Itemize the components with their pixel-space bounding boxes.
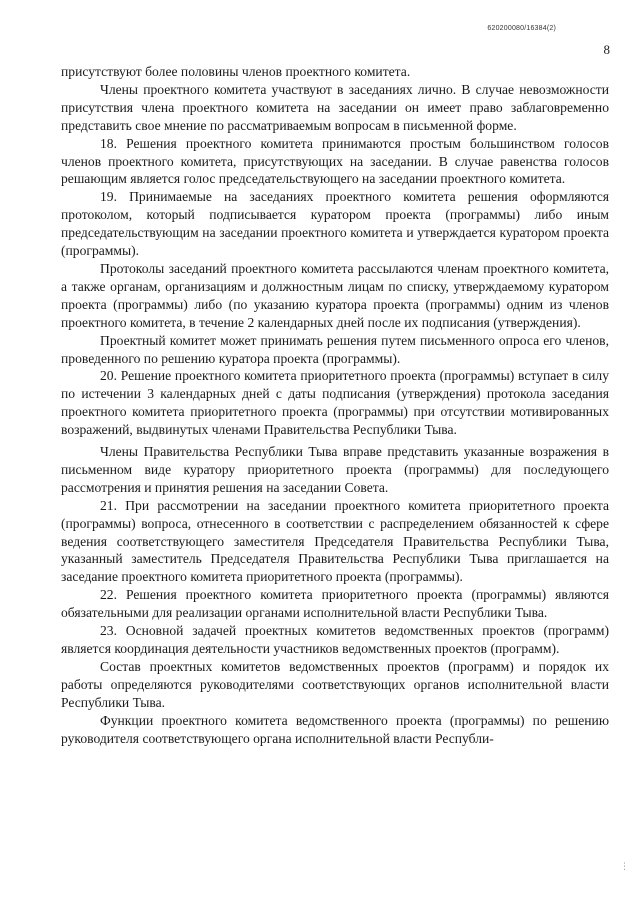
paragraph-item-19: 19. Принимаемые на заседаниях проектного комитета решения оформляются протоколом, который подписывается куратором проекта (программы) либо иным председательствующим на заседании проектного комитета и утверждается куратором проекта (программы). bbox=[61, 189, 609, 259]
paragraph-item-22: 22. Решения проектного комитета приоритетного проекта (программы) являются обязательными для реализации органами исполнительной власти Республики Тыва. bbox=[61, 587, 609, 621]
document-body bbox=[61, 63, 609, 747]
paragraph-written-poll: Проектный комитет может принимать решения путем письменного опроса его членов, проведенного по решению куратора проекта (программы). bbox=[61, 332, 609, 366]
paragraph-personal-attendance: Члены проектного комитета участвуют в заседаниях лично. В случае невозможности присутствия члена проектного комитета на заседании он имеет право заблаговременно представить свое мнение по рассматриваемым вопросам в письменной форме. bbox=[61, 81, 609, 133]
paragraph-continuation: присутствуют более половины членов проектного комитета. bbox=[61, 64, 411, 79]
document-id: 620200080/16384(2) bbox=[487, 25, 556, 32]
paragraph-committee-composition: Состав проектных комитетов ведомственных проектов (программ) и порядок их работы определяются руководителями соответствующих органов исполнительной власти Республики Тыва. bbox=[61, 658, 609, 710]
paragraph-item-23: 23. Основной задачей проектных комитетов ведомственных проектов (программ) является координация деятельности участников ведомственных проектов (программ). bbox=[61, 623, 609, 656]
scan-mark: ⋮ bbox=[620, 862, 629, 872]
paragraph-item-18: 18. Решения проектного комитета принимаются простым большинством голосов членов проектного комитета, присутствующих на заседании. В случае равенства голосов решающим является голос председательствующего на заседании проектного комитета. bbox=[61, 135, 609, 187]
paragraph-objections: Члены Правительства Республики Тыва вправе представить указанные возражения в письменном виде куратору приоритетного проекта (программы) для последующего рассмотрения и принятия решения на заседании Совета. bbox=[61, 444, 609, 495]
paragraph-item-21: 21. При рассмотрении на заседании проектного комитета приоритетного проекта (программы) вопроса, отнесенного в соответствии с распределением обязанностей к сфере ведения соответствующего заместителя Председателя Правительства Республики Тыва, указанный заместитель Председателя Правительства Республики Тыва приглашается на заседание проектного комитета приоритетного проекта (программы). bbox=[61, 497, 609, 585]
paragraph-item-20: 20. Решение проектного комитета приоритетного проекта (программы) вступает в силу по истечении 3 календарных дней с даты подписания (утверждения) протокола заседания проектного комитета приоритетного проекта (программы) при отсутствии мотивированных возражений, выдвинутых членами Правительства Республики Тыва. bbox=[61, 368, 609, 438]
paragraph-protocol-distribution: Протоколы заседаний проектного комитета рассылаются членам проектного комитета, а также органам, организациям и должностным лицам по списку, утверждаемому куратором проекта (программы) либо (по указанию куратора проекта (программы) одним из членов проектного комитета, в течение 2 календарных дней после их подписания (утверждения). bbox=[61, 260, 609, 330]
page-number: 8 bbox=[603, 42, 610, 57]
paragraph-committee-functions: Функции проектного комитета ведомственного проекта (программы) по решению руководителя соответствующего органа исполнительной власти Республи- bbox=[61, 712, 609, 746]
